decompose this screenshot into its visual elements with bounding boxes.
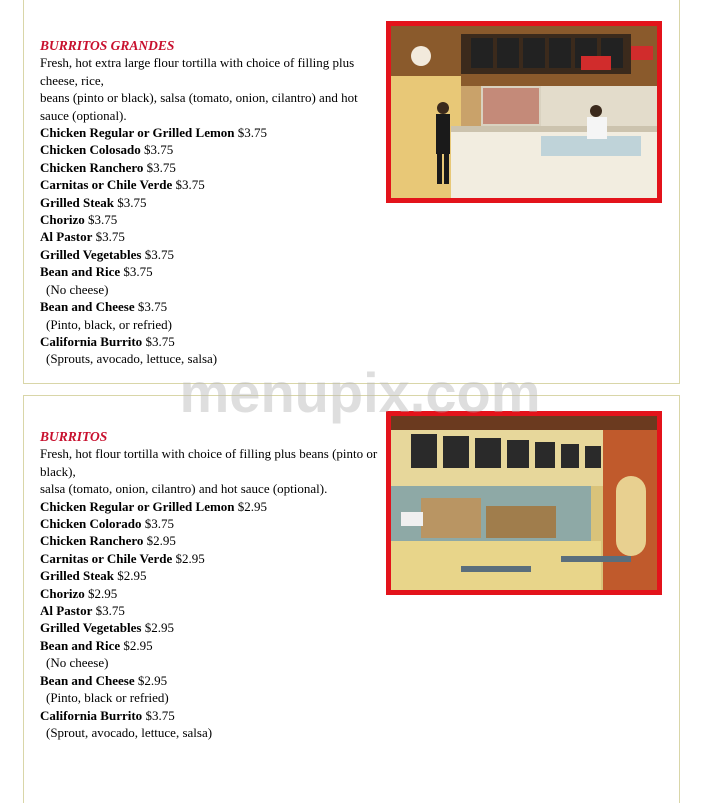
menu-item-price: $2.95 bbox=[137, 672, 168, 688]
menu-item bbox=[40, 550, 385, 567]
menu-item-price: $3.75 bbox=[95, 229, 125, 245]
menu-items bbox=[40, 124, 385, 368]
menu-item-name: Bean and Rice bbox=[40, 264, 121, 280]
menu-item bbox=[40, 263, 385, 280]
menu-item bbox=[40, 141, 385, 158]
menu-item-name: Grilled Steak bbox=[40, 568, 115, 584]
menu-item-name: California Burrito bbox=[40, 333, 143, 349]
menu-item-name: Al Pastor bbox=[40, 229, 93, 245]
menu-item bbox=[40, 194, 385, 211]
menu-item-note: (Sprout, avocado, lettuce, salsa) bbox=[46, 724, 213, 740]
menu-item-name: Chicken Colosado bbox=[40, 142, 141, 158]
menu-item-name: Grilled Vegetables bbox=[40, 620, 142, 636]
menu-item-name: Bean and Cheese bbox=[40, 299, 135, 315]
menu-item-price: $3.75 bbox=[144, 142, 174, 158]
section-text bbox=[40, 428, 385, 741]
menu-panel-burritos-grandes bbox=[23, 0, 680, 384]
menu-item-name: Bean and Cheese bbox=[40, 672, 135, 688]
menu-item-price: $3.75 bbox=[88, 212, 118, 228]
menu-item bbox=[40, 619, 385, 636]
menu-item-note: (Sprouts, avocado, lettuce, salsa) bbox=[46, 351, 218, 367]
menu-item-note: (No cheese) bbox=[46, 655, 109, 671]
menu-item bbox=[40, 585, 385, 602]
restaurant-counter-photo bbox=[386, 21, 662, 203]
menu-item-price: $2.95 bbox=[146, 533, 176, 549]
menu-item-name: Carnitas or Chile Verde bbox=[40, 550, 173, 566]
menu-item bbox=[40, 532, 385, 549]
menu-item-price: $3.75 bbox=[145, 707, 175, 723]
restaurant-interior-image bbox=[391, 416, 657, 590]
menu-item bbox=[40, 124, 385, 141]
menu-item bbox=[40, 176, 385, 193]
menu-item-price: $3.75 bbox=[144, 516, 174, 532]
menu-item bbox=[40, 515, 385, 532]
menu-item bbox=[40, 159, 385, 176]
menu-item-name: California Burrito bbox=[40, 707, 143, 723]
restaurant-interior-image bbox=[391, 26, 657, 198]
menu-item-name: Al Pastor bbox=[40, 603, 93, 619]
menu-item bbox=[40, 602, 385, 619]
menu-item-price: $2.95 bbox=[237, 498, 268, 514]
menu-item-name: Carnitas or Chile Verde bbox=[40, 177, 173, 193]
menu-item-price: $3.75 bbox=[137, 299, 168, 315]
menu-item-price: $3.75 bbox=[144, 246, 174, 262]
menu-item bbox=[40, 298, 385, 315]
menu-item-name: Grilled Steak bbox=[40, 194, 115, 210]
menu-item-name: Chorizo bbox=[40, 212, 85, 228]
menu-item-price: $2.95 bbox=[117, 568, 147, 584]
menu-item bbox=[40, 567, 385, 584]
section-title: BURRITOS bbox=[40, 429, 108, 444]
menu-item-name: Chicken Regular or Grilled Lemon bbox=[40, 498, 235, 514]
menu-item bbox=[40, 672, 385, 689]
section-text bbox=[40, 37, 385, 368]
section-title: BURRITOS GRANDES bbox=[40, 38, 175, 53]
menu-item-name: Chicken Colorado bbox=[40, 516, 142, 532]
menu-item-name: Bean and Rice bbox=[40, 637, 121, 653]
menu-item-name: Chorizo bbox=[40, 585, 85, 601]
section-description: Fresh, hot flour tortilla with choice of filling plus beans (pinto or black), salsa (tomato, onion, cilantro) and hot sauce (optional). bbox=[40, 446, 378, 497]
menu-item bbox=[40, 637, 385, 654]
menu-item-note: (Pinto, black or refried) bbox=[46, 690, 169, 706]
menu-item-price: $3.75 bbox=[123, 264, 153, 280]
menu-item-price: $3.75 bbox=[145, 333, 175, 349]
menu-item-price: $2.95 bbox=[144, 620, 174, 636]
menu-item-price: $3.75 bbox=[117, 194, 147, 210]
menu-item-price: $3.75 bbox=[95, 603, 125, 619]
menu-item bbox=[40, 228, 385, 245]
menu-item-price: $2.95 bbox=[123, 637, 153, 653]
menu-item-name: Chicken Regular or Grilled Lemon bbox=[40, 125, 235, 141]
menu-item-note: (No cheese) bbox=[46, 281, 109, 297]
menu-items bbox=[40, 498, 385, 742]
restaurant-dining-photo bbox=[386, 411, 662, 595]
menu-item-price: $3.75 bbox=[237, 125, 268, 141]
menu-item-price: $3.75 bbox=[175, 177, 205, 193]
menu-item-price: $2.95 bbox=[175, 550, 205, 566]
menu-item-price: $2.95 bbox=[88, 585, 118, 601]
menu-item bbox=[40, 211, 385, 228]
menu-item bbox=[40, 498, 385, 515]
menu-item-name: Chicken Ranchero bbox=[40, 159, 144, 175]
watermark-text: menupix.com bbox=[179, 361, 541, 424]
menu-item-note: (Pinto, black, or refried) bbox=[46, 316, 172, 332]
menu-panel-burritos bbox=[23, 395, 680, 803]
menu-item-name: Chicken Ranchero bbox=[40, 533, 144, 549]
section-description: Fresh, hot extra large flour tortilla with choice of filling plus cheese, rice, beans (pinto or black), salsa (tomato, onion, cilantro) and hot sauce (optional). bbox=[40, 55, 358, 123]
menu-item bbox=[40, 707, 385, 724]
menu-item bbox=[40, 333, 385, 350]
menu-item bbox=[40, 246, 385, 263]
menu-item-price: $3.75 bbox=[146, 159, 176, 175]
menu-item-name: Grilled Vegetables bbox=[40, 246, 142, 262]
